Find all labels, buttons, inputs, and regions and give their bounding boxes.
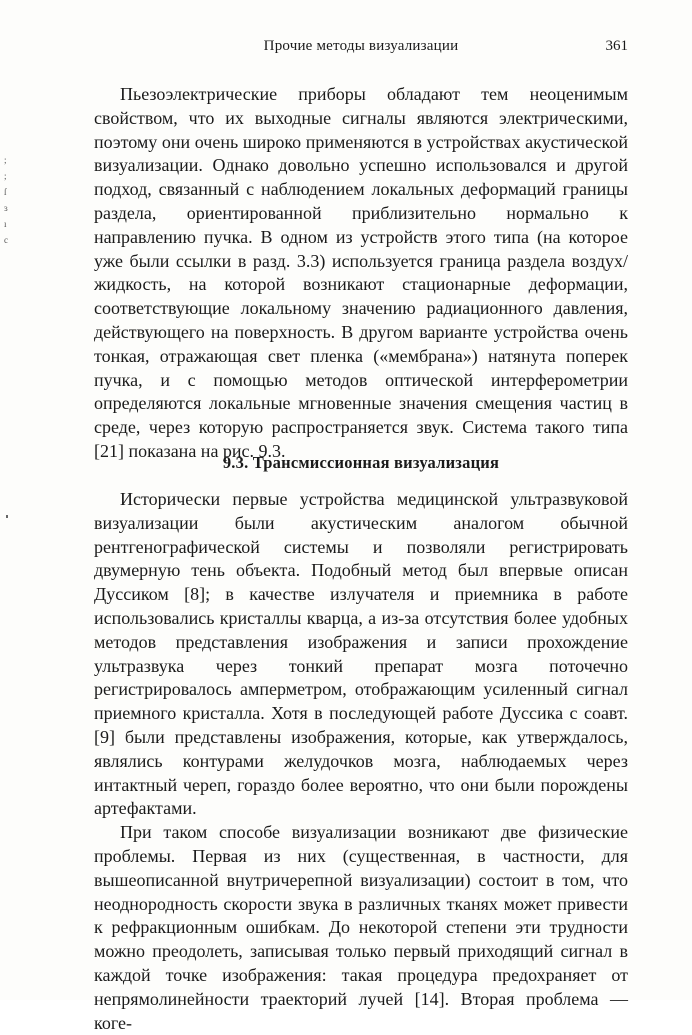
body-text-bottom xyxy=(94,488,628,1035)
margin-mark: ɜ xyxy=(4,203,8,213)
scan-speck xyxy=(6,515,8,518)
paragraph: При таком способе визуализации возникают две физические проблемы. Первая из них (существенная, в частности, для вышеописанной внутричерепной визуализации) состоит в том, что неоднородность скорости звука в различных тканях может привести к рефракционным ошибкам. До некоторой степени эти трудности можно преодолеть, записывая только первый приходящий сигнал в каждой точке изображения: такая процедура предохраняет от непрямолинейности траекторий лучей [14]. Вторая проблема — коге- xyxy=(94,822,628,1033)
paragraph: Исторически первые устройства медицинской ультразвуковой визуализации были акустическим аналогом обычной рентгенографической системы и позволяли регистрировать двумерную тень объекта. Подобный метод был впервые описан Дуссиком [8]; в качестве излучателя и приемника в работе использовались кристаллы кварца, а из-за отсутствия более удобных методов представления изображения и записи прохождение ультразвука через тонкий препарат мозга поточечно регистрировалось амперметром, отображающим усиленный сигнал приемного кристалла. Хотя в последующей работе Дуссика с соавт. [9] были представлены изображения, которые, как утверждалось, являлись контурами желудочков мозга, наблюдаемых через интактный череп, гораздо более вероятно, что они были порождены артефактами. xyxy=(94,489,628,819)
margin-mark: ; xyxy=(4,171,7,181)
running-title: Прочие методы визуализации xyxy=(263,38,459,54)
margin-scan-marks xyxy=(4,152,12,248)
margin-mark: ; xyxy=(4,155,7,165)
margin-mark: ı xyxy=(4,219,7,229)
margin-mark: ſ xyxy=(4,187,7,197)
paragraph: Пьезоэлектрические приборы обладают тем неоценимым свойством, что их выходные сигналы являются электрическими, поэтому они очень широко применяются в устройствах акустической визуализации. Однако довольно успешно использовался и другой подход, связанный с наблюдением локальных деформаций границы раздела, ориентированной приблизительно нормально к направлению пучка. В одном из устройств этого типа (на которое уже были ссылки в разд. 3.3) используется граница раздела воздух/жидкость, на которой возникают стационарные деформации, соответствующие локальному значению радиационного давления, действующего на поверхность. В другом варианте устройства очень тонкая, отражающая свет пленка («мембрана») натянута поперек пучка, и с помощью методов оптической интерферометрии определяются локальные мгновенные значения смещения частиц в среде, через которую распространяется звук. Система такого типа [21] показана на рис. 9.3. xyxy=(94,84,628,461)
margin-mark: c xyxy=(4,235,8,245)
running-head xyxy=(94,38,628,58)
section-heading: 9.3. Трансмиссионная визуализация xyxy=(222,453,500,472)
body-text-top xyxy=(94,83,628,464)
page-number: 361 xyxy=(605,38,628,54)
